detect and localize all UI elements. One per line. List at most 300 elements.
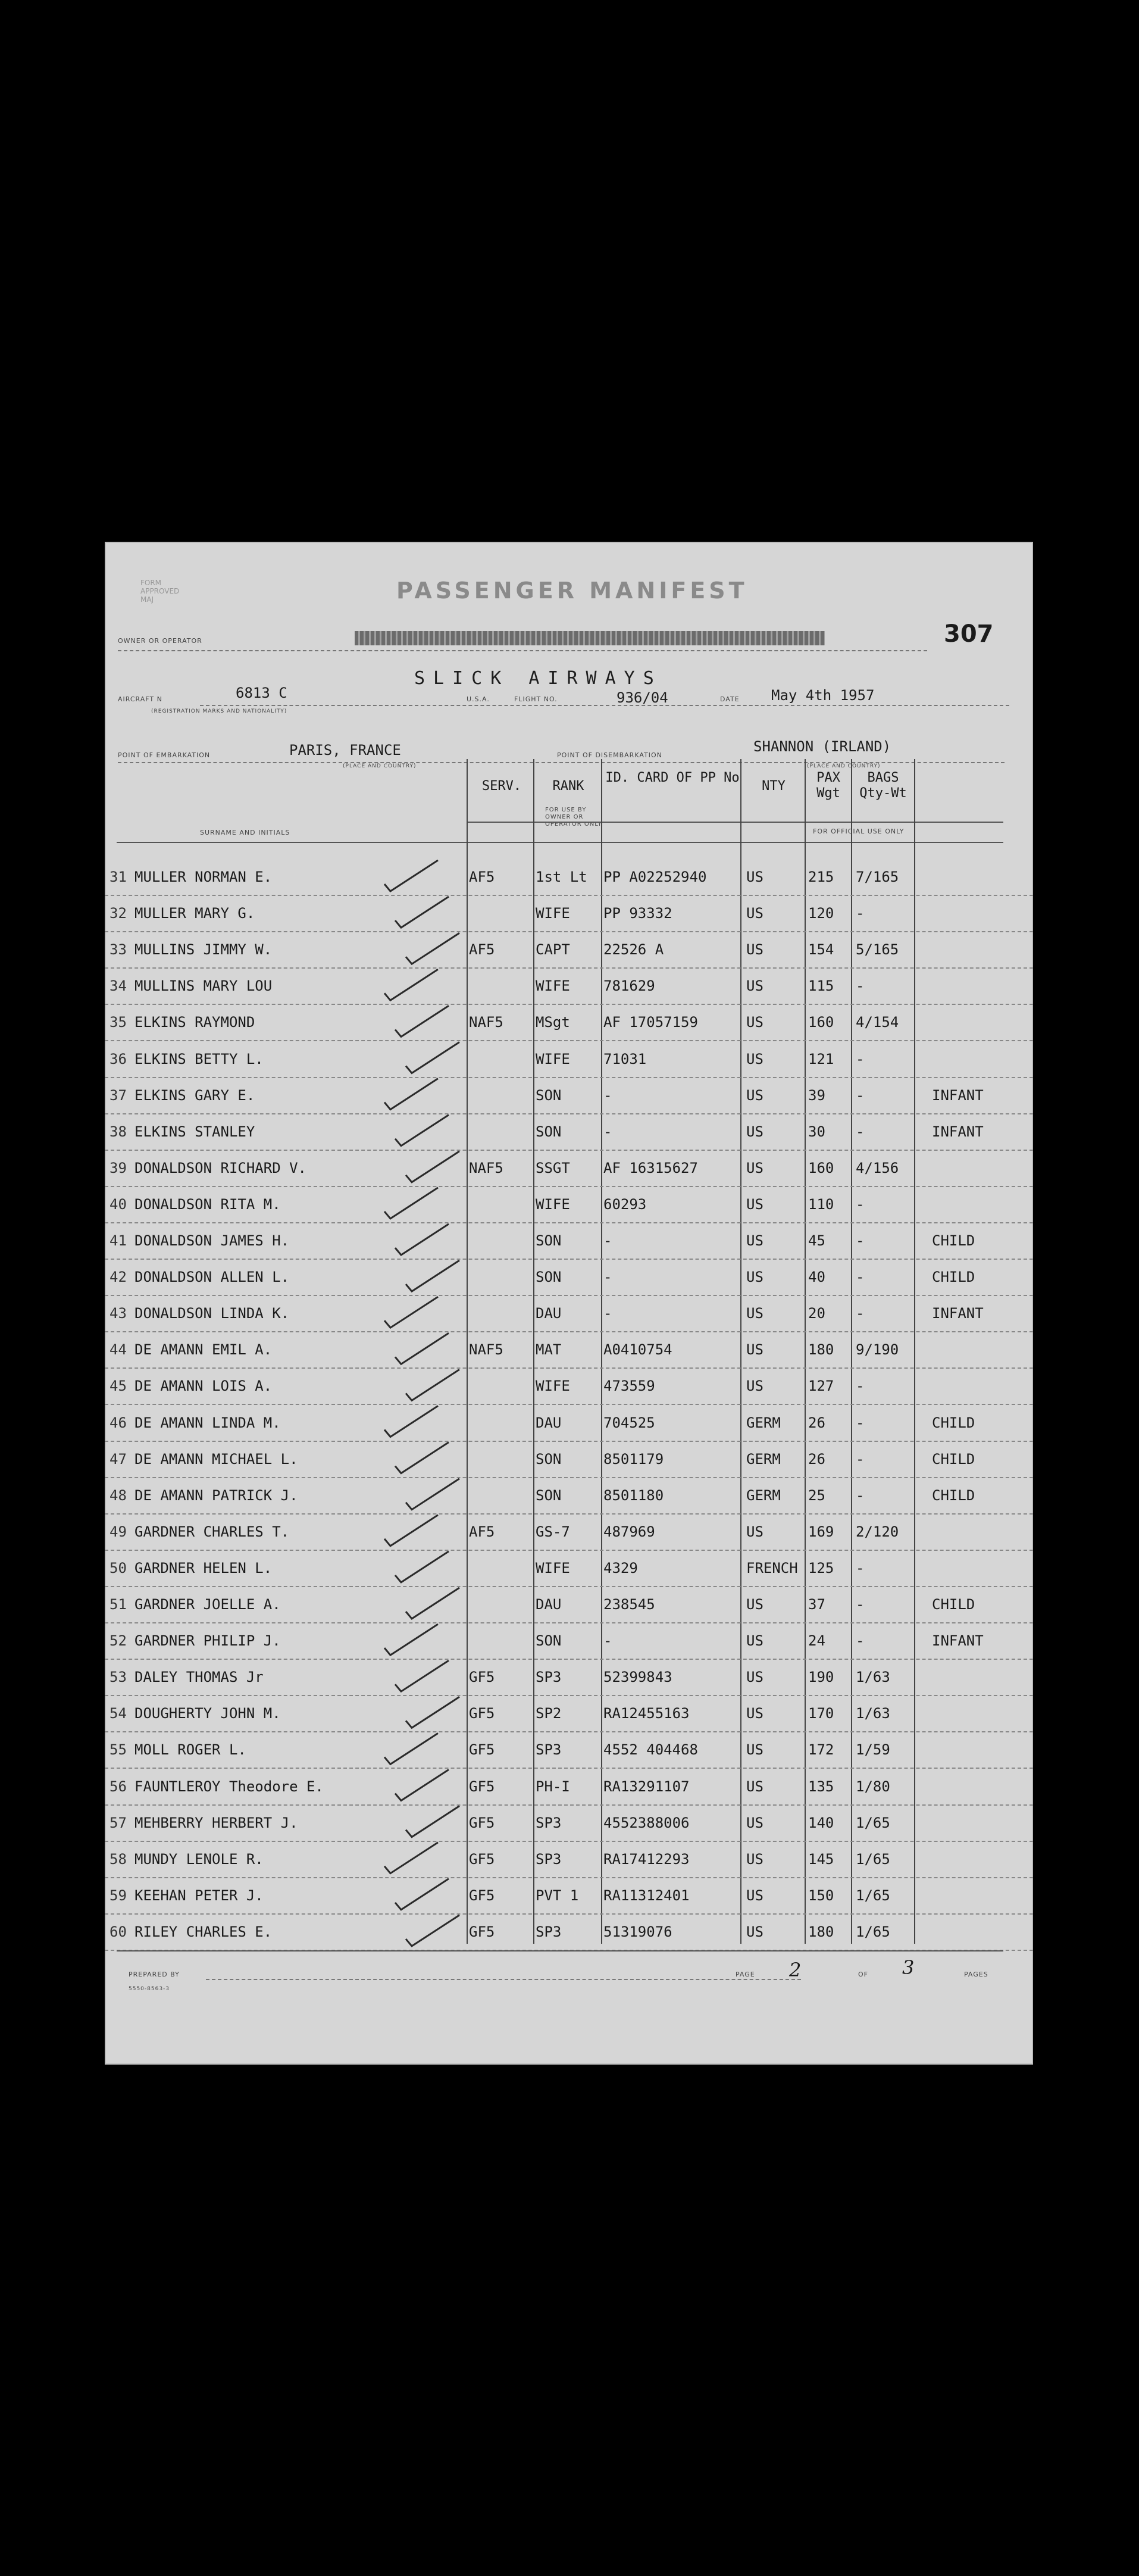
cell-official: INFANT — [932, 1086, 984, 1104]
cell-serv: GF5 — [469, 1741, 495, 1759]
cell-id: 781629 — [603, 978, 655, 995]
form-title: PASSENGER MANIFEST — [396, 577, 748, 604]
cell-num: 45 — [109, 1378, 127, 1395]
cell-id: RA11312401 — [603, 1887, 690, 1904]
cell-id: 704525 — [603, 1414, 655, 1431]
cell-wgt: 127 — [808, 1378, 834, 1395]
cell-nty: US — [746, 1378, 763, 1395]
cell-rank: GS-7 — [536, 1523, 570, 1540]
cell-nty: US — [746, 1123, 763, 1140]
cell-num: 37 — [109, 1086, 127, 1104]
cell-num: 57 — [109, 1814, 127, 1831]
cell-rank: DAU — [536, 1414, 562, 1431]
check-mark — [395, 1879, 449, 1910]
cell-bags: 2/120 — [856, 1523, 899, 1540]
cell-wgt: 180 — [808, 1341, 834, 1359]
cell-num: 44 — [109, 1341, 127, 1359]
form-code: 5550-8563-3 — [129, 1986, 170, 1992]
cell-rank: SON — [536, 1450, 562, 1467]
cell-wgt: 160 — [808, 1159, 834, 1176]
cell-rank: SON — [536, 1232, 562, 1249]
cell-name: DONALDSON JAMES H. — [134, 1232, 290, 1249]
cell-name: KEEHAN PETER J. — [134, 1887, 264, 1904]
embarkation-value: PARIS, FRANCE — [289, 742, 401, 758]
cell-serv: GF5 — [469, 1778, 495, 1795]
check-mark — [395, 1333, 449, 1364]
check-mark — [395, 1006, 449, 1036]
check-mark — [406, 1806, 459, 1837]
cell-name: MULLER MARY G. — [134, 905, 255, 922]
cell-serv: AF5 — [469, 869, 495, 885]
cell-id: - — [603, 1305, 612, 1322]
cell-rank: WIFE — [536, 1559, 570, 1576]
cell-name: DE AMANN EMIL A. — [134, 1341, 273, 1359]
check-mark — [406, 933, 459, 964]
cell-nty: US — [746, 1705, 763, 1722]
cell-serv: GF5 — [469, 1814, 495, 1831]
cell-bags: - — [856, 1596, 865, 1613]
cell-bags: - — [856, 1632, 865, 1650]
cell-wgt: 115 — [808, 978, 834, 995]
cell-nty: US — [746, 1632, 763, 1650]
cell-name: MULLINS JIMMY W. — [134, 941, 273, 958]
cell-wgt: 110 — [808, 1195, 834, 1213]
check-marks — [105, 542, 1033, 2065]
col-nty: NTY — [762, 779, 786, 794]
cell-name: MULLER NORMAN E. — [134, 869, 273, 885]
cell-num: 31 — [109, 869, 127, 885]
pages-label: PAGES — [964, 1971, 988, 1978]
cell-bags: 1/65 — [856, 1814, 890, 1831]
cell-rank: SON — [536, 1632, 562, 1650]
cell-id: - — [603, 1269, 612, 1286]
cell-bags: - — [856, 1487, 865, 1504]
airline-name: SLICK AIRWAYS — [414, 668, 662, 689]
aircraft-label: AIRCRAFT N — [118, 695, 162, 703]
cell-wgt: 37 — [808, 1596, 825, 1613]
date-value: May 4th 1957 — [771, 687, 875, 704]
cell-bags: - — [856, 905, 865, 922]
cell-rank: WIFE — [536, 1195, 570, 1213]
cell-rank: CAPT — [536, 941, 570, 958]
cell-official: INFANT — [932, 1305, 984, 1322]
cell-name: FAUNTLEROY Theodore E. — [134, 1778, 324, 1795]
cell-bags: - — [856, 1086, 865, 1104]
cell-num: 51 — [109, 1596, 127, 1613]
prepared-line — [206, 1979, 801, 1980]
check-mark — [384, 1843, 438, 1874]
cell-rank: SON — [536, 1269, 562, 1286]
cell-serv: GF5 — [469, 1669, 495, 1686]
cell-id: PP A02252940 — [603, 869, 707, 885]
cell-bags: 4/156 — [856, 1159, 899, 1176]
cell-nty: US — [746, 1887, 763, 1904]
cell-name: DE AMANN PATRICK J. — [134, 1487, 298, 1504]
cell-rank: DAU — [536, 1596, 562, 1613]
cell-bags: 1/65 — [856, 1850, 890, 1868]
cell-wgt: 154 — [808, 941, 834, 958]
cell-id: RA13291107 — [603, 1778, 690, 1795]
cell-name: DONALDSON RITA M. — [134, 1195, 281, 1213]
cell-bags: - — [856, 978, 865, 995]
cell-bags: 1/59 — [856, 1741, 890, 1759]
cell-wgt: 172 — [808, 1741, 834, 1759]
cell-serv: GF5 — [469, 1887, 495, 1904]
cell-num: 39 — [109, 1159, 127, 1176]
cell-nty: US — [746, 1741, 763, 1759]
cell-num: 41 — [109, 1232, 127, 1249]
cell-id: RA12455163 — [603, 1705, 690, 1722]
cell-nty: US — [746, 1523, 763, 1540]
cell-name: GARDNER PHILIP J. — [134, 1632, 281, 1650]
page-value: 2 — [789, 1959, 802, 1981]
cell-rank: SP3 — [536, 1923, 562, 1940]
cell-wgt: 169 — [808, 1523, 834, 1540]
cell-num: 32 — [109, 905, 127, 922]
cell-rank: PVT 1 — [536, 1887, 579, 1904]
cell-nty: US — [746, 1305, 763, 1322]
cell-num: 52 — [109, 1632, 127, 1650]
cell-nty: US — [746, 1050, 763, 1067]
cell-bags: 1/63 — [856, 1669, 890, 1686]
cell-nty: US — [746, 1232, 763, 1249]
cell-nty: US — [746, 1341, 763, 1359]
cell-bags: - — [856, 1050, 865, 1067]
cell-bags: - — [856, 1269, 865, 1286]
cell-name: MULLINS MARY LOU — [134, 978, 273, 995]
cell-name: DONALDSON LINDA K. — [134, 1305, 290, 1322]
cell-serv: NAF5 — [469, 1014, 503, 1031]
cell-nty: US — [746, 1195, 763, 1213]
cell-bags: - — [856, 1123, 865, 1140]
cell-id: 4552388006 — [603, 1814, 690, 1831]
flight-label: FLIGHT NO. — [514, 695, 558, 703]
cell-bags: 1/65 — [856, 1887, 890, 1904]
check-mark — [395, 1115, 449, 1146]
stamp-line: APPROVED — [140, 587, 180, 595]
cell-bags: - — [856, 1414, 865, 1431]
col-owner-use: FOR USE BY OWNER OR OPERATOR ONLY — [545, 807, 602, 828]
sheet-number: 307 — [944, 620, 994, 648]
cell-id: RA17412293 — [603, 1850, 690, 1868]
check-mark — [406, 1588, 459, 1619]
disembarkation-value: SHANNON (IRLAND) — [753, 738, 891, 755]
cell-name: MUNDY LENOLE R. — [134, 1850, 264, 1868]
cell-id: 60293 — [603, 1195, 647, 1213]
cell-wgt: 170 — [808, 1705, 834, 1722]
registration-note: (REGISTRATION MARKS AND NATIONALITY) — [151, 708, 287, 714]
cell-bags: 7/165 — [856, 869, 899, 885]
cell-id: 51319076 — [603, 1923, 672, 1940]
prepared-by-label: PREPARED BY — [129, 1971, 180, 1978]
place-country-note-2: (PLACE AND COUNTRY) — [807, 763, 881, 769]
check-mark — [384, 1733, 438, 1764]
cell-bags: - — [856, 1195, 865, 1213]
cell-wgt: 39 — [808, 1086, 825, 1104]
cell-bags: 4/154 — [856, 1014, 899, 1031]
cell-id: 4329 — [603, 1559, 638, 1576]
cell-nty: US — [746, 941, 763, 958]
cell-rank: SP3 — [536, 1850, 562, 1868]
cell-wgt: 30 — [808, 1123, 825, 1140]
cell-name: RILEY CHARLES E. — [134, 1923, 273, 1940]
cell-rank: SSGT — [536, 1159, 570, 1176]
cell-wgt: 140 — [808, 1814, 834, 1831]
of-label: OF — [858, 1971, 868, 1978]
cell-nty: US — [746, 1850, 763, 1868]
cell-wgt: 190 — [808, 1669, 834, 1686]
cell-name: DALEY THOMAS Jr — [134, 1669, 264, 1686]
cell-name: ELKINS STANLEY — [134, 1123, 255, 1140]
cell-nty: US — [746, 978, 763, 995]
cell-rank: SON — [536, 1086, 562, 1104]
check-mark — [395, 1770, 449, 1801]
cell-name: DE AMANN LINDA M. — [134, 1414, 281, 1431]
cell-wgt: 121 — [808, 1050, 834, 1067]
cell-num: 59 — [109, 1887, 127, 1904]
cell-id: 22526 A — [603, 941, 664, 958]
col-rank: RANK — [552, 779, 584, 794]
cell-official: CHILD — [932, 1232, 975, 1249]
cell-bags: - — [856, 1232, 865, 1249]
cell-id: 52399843 — [603, 1669, 672, 1686]
cell-id: - — [603, 1632, 612, 1650]
cell-num: 40 — [109, 1195, 127, 1213]
cell-wgt: 26 — [808, 1450, 825, 1467]
cell-num: 49 — [109, 1523, 127, 1540]
aircraft-value: 6813 C — [236, 685, 287, 701]
check-mark — [384, 1079, 438, 1110]
cell-wgt: 120 — [808, 905, 834, 922]
usa-label: U.S.A. — [467, 695, 490, 703]
cell-official: CHILD — [932, 1487, 975, 1504]
cell-num: 38 — [109, 1123, 127, 1140]
date-label: DATE — [720, 695, 740, 703]
col-official: FOR OFFICIAL USE ONLY — [813, 828, 905, 835]
cell-bags: - — [856, 1378, 865, 1395]
cell-nty: US — [746, 1269, 763, 1286]
cell-official: INFANT — [932, 1632, 984, 1650]
check-mark — [384, 969, 438, 1000]
embarkation-label: POINT OF EMBARKATION — [118, 751, 211, 759]
cell-nty: US — [746, 1814, 763, 1831]
cell-id: AF 17057159 — [603, 1014, 698, 1031]
check-mark — [395, 1551, 449, 1582]
col-id-card: ID. CARD OF PP No — [605, 770, 740, 785]
cell-bags: 1/80 — [856, 1778, 890, 1795]
cell-wgt: 20 — [808, 1305, 825, 1322]
col-pax-wgt: PAX Wgt — [816, 770, 840, 801]
cell-name: DONALDSON ALLEN L. — [134, 1269, 290, 1286]
cell-nty: US — [746, 1669, 763, 1686]
check-mark — [406, 1151, 459, 1182]
cell-id: 4552 404468 — [603, 1741, 698, 1759]
check-mark — [406, 1697, 459, 1728]
cell-id: - — [603, 1123, 612, 1140]
cell-serv: GF5 — [469, 1923, 495, 1940]
cell-id: 473559 — [603, 1378, 655, 1395]
check-mark — [384, 1188, 438, 1219]
cell-bags: - — [856, 1450, 865, 1467]
cell-rank: MAT — [536, 1341, 562, 1359]
check-mark — [406, 1915, 459, 1946]
col-name: SURNAME AND INITIALS — [200, 829, 290, 836]
cell-rank: SON — [536, 1123, 562, 1140]
cell-official: CHILD — [932, 1414, 975, 1431]
cell-wgt: 160 — [808, 1014, 834, 1031]
check-mark — [384, 1406, 438, 1437]
cell-id: 71031 — [603, 1050, 647, 1067]
cell-rank: SP2 — [536, 1705, 562, 1722]
cell-wgt: 25 — [808, 1487, 825, 1504]
cell-num: 54 — [109, 1705, 127, 1722]
cell-wgt: 145 — [808, 1850, 834, 1868]
cell-bags: 5/165 — [856, 941, 899, 958]
cell-id: - — [603, 1086, 612, 1104]
col-serv: SERV. — [481, 779, 522, 794]
cell-rank: WIFE — [536, 1050, 570, 1067]
check-mark — [384, 1624, 438, 1655]
cell-name: GARDNER CHARLES T. — [134, 1523, 290, 1540]
cell-bags: 9/190 — [856, 1341, 899, 1359]
cell-num: 43 — [109, 1305, 127, 1322]
cell-official: CHILD — [932, 1450, 975, 1467]
flight-value: 936/04 — [617, 689, 668, 706]
manifest-sheet — [105, 542, 1033, 2065]
cell-serv: NAF5 — [469, 1341, 503, 1359]
cell-rank: SON — [536, 1487, 562, 1504]
cell-id: PP 93332 — [603, 905, 672, 922]
cell-nty: GERM — [746, 1487, 781, 1504]
cell-num: 33 — [109, 941, 127, 958]
cell-wgt: 180 — [808, 1923, 834, 1940]
cell-rank: WIFE — [536, 978, 570, 995]
cell-nty: GERM — [746, 1414, 781, 1431]
cell-official: CHILD — [932, 1596, 975, 1613]
owner-label: OWNER OR OPERATOR — [118, 637, 202, 645]
cell-id: AF 16315627 — [603, 1159, 698, 1176]
cell-wgt: 125 — [808, 1559, 834, 1576]
check-mark — [406, 1260, 459, 1291]
cell-nty: US — [746, 1923, 763, 1940]
cell-num: 56 — [109, 1778, 127, 1795]
cell-id: - — [603, 1232, 612, 1249]
check-mark — [406, 1369, 459, 1400]
check-mark — [395, 1224, 449, 1255]
check-mark — [395, 897, 449, 928]
cell-id: 8501179 — [603, 1450, 664, 1467]
footer-rule — [117, 1950, 1003, 1951]
cell-nty: US — [746, 1014, 763, 1031]
cell-name: DOUGHERTY JOHN M. — [134, 1705, 281, 1722]
cell-name: ELKINS GARY E. — [134, 1086, 255, 1104]
cell-wgt: 150 — [808, 1887, 834, 1904]
stamp-line: MAJ — [140, 595, 154, 604]
disembarkation-label: POINT OF DISEMBARKATION — [557, 751, 662, 759]
check-mark — [395, 1442, 449, 1473]
cell-num: 53 — [109, 1669, 127, 1686]
cell-rank: WIFE — [536, 905, 570, 922]
check-mark — [384, 860, 438, 891]
cell-wgt: 26 — [808, 1414, 825, 1431]
cell-wgt: 24 — [808, 1632, 825, 1650]
check-mark — [395, 1660, 449, 1691]
check-mark — [406, 1042, 459, 1073]
cell-rank: MSgt — [536, 1014, 570, 1031]
cell-nty: FRENCH — [746, 1559, 798, 1576]
cell-nty: US — [746, 1086, 763, 1104]
cell-name: DONALDSON RICHARD V. — [134, 1159, 306, 1176]
cell-num: 50 — [109, 1559, 127, 1576]
cell-official: INFANT — [932, 1123, 984, 1140]
cell-wgt: 45 — [808, 1232, 825, 1249]
place-country-note: (PLACE AND COUNTRY) — [343, 763, 417, 769]
check-mark — [384, 1297, 438, 1328]
cell-rank: 1st Lt — [536, 869, 587, 885]
of-value: 3 — [902, 1956, 915, 1979]
cell-name: ELKINS RAYMOND — [134, 1014, 255, 1031]
cell-id: 487969 — [603, 1523, 655, 1540]
cell-num: 34 — [109, 978, 127, 995]
cell-rank: WIFE — [536, 1378, 570, 1395]
cell-serv: GF5 — [469, 1705, 495, 1722]
cell-bags: 1/65 — [856, 1923, 890, 1940]
cell-bags: - — [856, 1305, 865, 1322]
cell-num: 46 — [109, 1414, 127, 1431]
cell-serv: GF5 — [469, 1850, 495, 1868]
cell-nty: US — [746, 905, 763, 922]
cell-bags: - — [856, 1559, 865, 1576]
cell-serv: AF5 — [469, 941, 495, 958]
cell-nty: US — [746, 1596, 763, 1613]
cell-name: MEHBERRY HERBERT J. — [134, 1814, 298, 1831]
cell-id: 238545 — [603, 1596, 655, 1613]
cell-official: CHILD — [932, 1269, 975, 1286]
cell-name: MOLL ROGER L. — [134, 1741, 246, 1759]
cell-nty: US — [746, 1159, 763, 1176]
cell-num: 47 — [109, 1450, 127, 1467]
cell-wgt: 135 — [808, 1778, 834, 1795]
stamp-line: FORM — [140, 579, 162, 587]
check-mark — [406, 1479, 459, 1510]
cell-name: DE AMANN LOIS A. — [134, 1378, 273, 1395]
cell-name: DE AMANN MICHAEL L. — [134, 1450, 298, 1467]
cell-id: A0410754 — [603, 1341, 672, 1359]
cell-name: GARDNER JOELLE A. — [134, 1596, 281, 1613]
cell-num: 48 — [109, 1487, 127, 1504]
cell-nty: GERM — [746, 1450, 781, 1467]
cell-nty: US — [746, 869, 763, 885]
cell-rank: SP3 — [536, 1669, 562, 1686]
cell-serv: AF5 — [469, 1523, 495, 1540]
cell-num: 60 — [109, 1923, 127, 1940]
cell-num: 58 — [109, 1850, 127, 1868]
cell-num: 36 — [109, 1050, 127, 1067]
cell-wgt: 40 — [808, 1269, 825, 1286]
cell-num: 35 — [109, 1014, 127, 1031]
cell-wgt: 215 — [808, 869, 834, 885]
cell-num: 42 — [109, 1269, 127, 1286]
cell-rank: SP3 — [536, 1741, 562, 1759]
cell-name: ELKINS BETTY L. — [134, 1050, 264, 1067]
cell-nty: US — [746, 1778, 763, 1795]
cell-rank: DAU — [536, 1305, 562, 1322]
cell-name: GARDNER HELEN L. — [134, 1559, 273, 1576]
cell-id: 8501180 — [603, 1487, 664, 1504]
col-bags: BAGS Qty-Wt — [859, 770, 907, 801]
check-mark — [384, 1515, 438, 1546]
cell-num: 55 — [109, 1741, 127, 1759]
